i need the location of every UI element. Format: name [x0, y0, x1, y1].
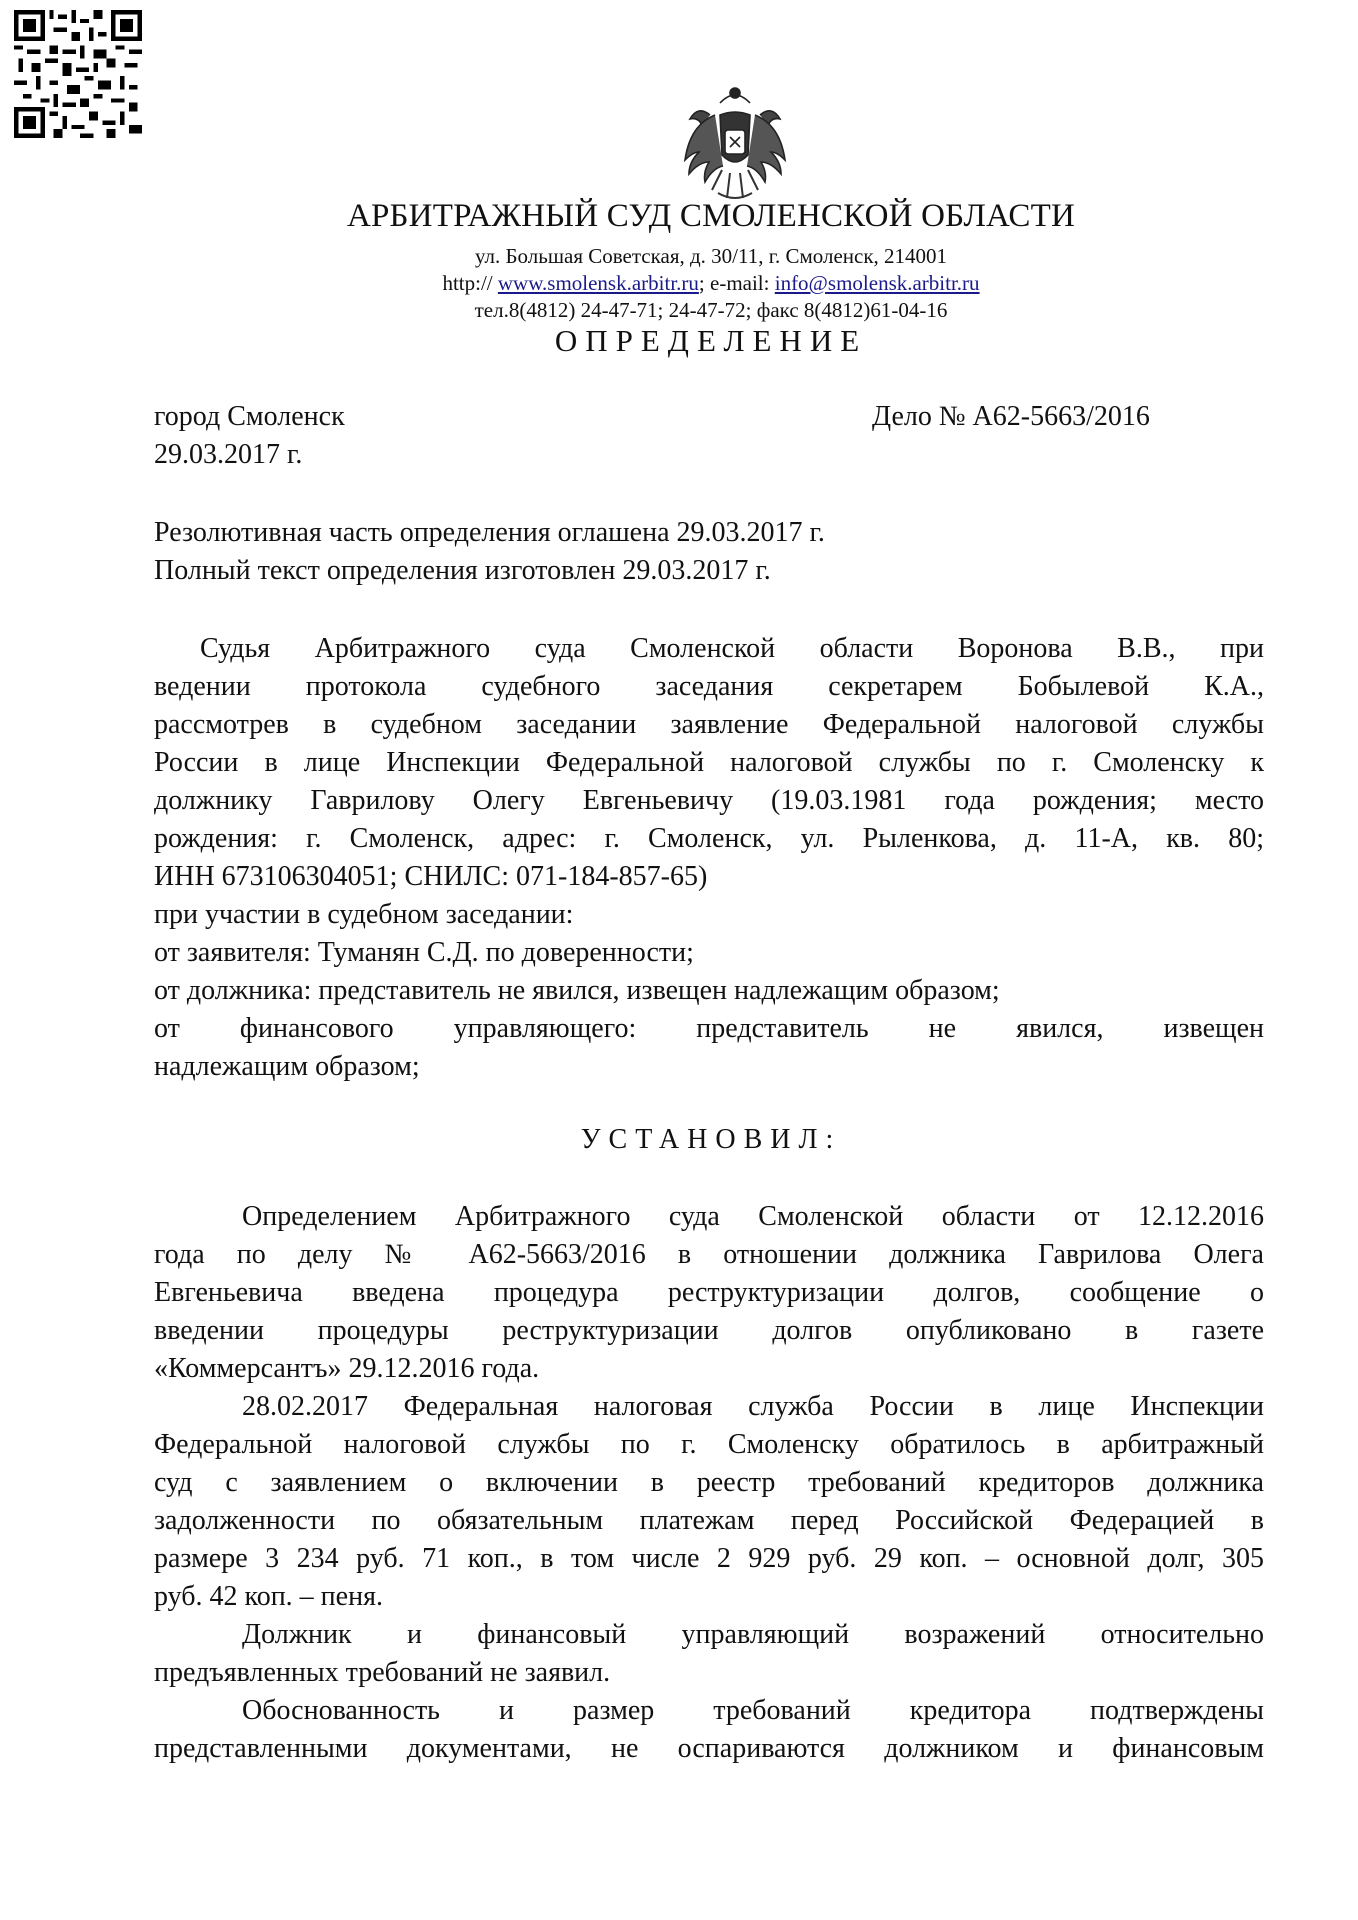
- text-line: Обоснованность и размер требований кредитора подтверждены: [242, 1695, 1264, 1726]
- debtor-line: от должника: представитель не явился, извещен надлежащим образом;: [154, 975, 1000, 1006]
- coat-of-arms-icon: [680, 85, 790, 213]
- text-line: Федеральной налоговой службы по г. Смоленску обратилось в арбитражный: [154, 1429, 1264, 1460]
- email-link[interactable]: info@smolensk.arbitr.ru: [774, 271, 980, 295]
- text-line: Судья Арбитражного суда Смоленской области Воронова В.В., при: [200, 633, 1264, 664]
- document-type: ОПРЕДЕЛЕНИЕ: [554, 323, 868, 358]
- web-prefix: http://: [442, 271, 493, 295]
- document-date: 29.03.2017 г.: [154, 439, 303, 470]
- full-text-date: Полный текст определения изготовлен 29.03.2017 г.: [154, 555, 771, 586]
- court-address: ул. Большая Советская, д. 30/11, г. Смоленск, 214001: [474, 244, 948, 268]
- text-line: России в лице Инспекции Федеральной налоговой службы по г. Смоленску к: [154, 747, 1264, 778]
- paragraph-validity: [154, 1692, 1264, 1768]
- paragraph-objections: [154, 1616, 1264, 1692]
- text-line: представленными документами, не оспариваются должником и финансовым: [154, 1733, 1264, 1764]
- qr-code: [14, 10, 142, 138]
- participation-line: при участии в судебном заседании:: [154, 899, 574, 930]
- paragraph-procedure: [154, 1198, 1264, 1388]
- text-line: суд с заявлением о включении в реестр требований кредиторов должника: [154, 1467, 1264, 1498]
- text-line: Определением Арбитражного суда Смоленской области от 12.12.2016: [242, 1201, 1264, 1232]
- text-line: задолженности по обязательным платежам перед Российской Федерацией в: [154, 1505, 1264, 1536]
- court-name: АРБИТРАЖНЫЙ СУД СМОЛЕНСКОЙ ОБЛАСТИ: [346, 198, 1076, 234]
- text-line: года по делу № А62-5663/2016 в отношении должника Гаврилова Олега: [154, 1239, 1264, 1270]
- website-link[interactable]: www.smolensk.arbitr.ru: [497, 271, 699, 295]
- paragraph-judge: [154, 630, 1264, 1086]
- resolutive-part-date: Резолютивная часть определения оглашена 29.03.2017 г.: [154, 517, 825, 548]
- text-line: предъявленных требований не заявил.: [154, 1657, 611, 1688]
- text-line: 28.02.2017 Федеральная налоговая служба России в лице Инспекции: [242, 1391, 1264, 1422]
- case-number: Дело № А62-5663/2016: [872, 401, 1150, 432]
- text-line: должнику Гаврилову Олегу Евгеньевичу (19.03.1981 года рождения; место: [154, 785, 1264, 816]
- email-prefix: ; e-mail:: [698, 271, 770, 295]
- text-line: руб. 42 коп. – пеня.: [154, 1581, 383, 1612]
- manager-line: надлежащим образом;: [154, 1051, 420, 1082]
- text-line: рождения: г. Смоленск, адрес: г. Смоленск, ул. Рыленкова, д. 11-А, кв. 80;: [154, 823, 1264, 854]
- text-line: «Коммерсантъ» 29.12.2016 года.: [154, 1353, 540, 1384]
- text-line: ведении протокола судебного заседания секретарем Бобылевой К.А.,: [154, 671, 1264, 702]
- text-line: Должник и финансовый управляющий возражений относительно: [242, 1619, 1264, 1650]
- text-line: рассмотрев в судебном заседании заявление Федеральной налоговой службы: [154, 709, 1264, 740]
- applicant-line: от заявителя: Туманян С.Д. по доверенности;: [154, 937, 694, 968]
- text-line: размере 3 234 руб. 71 коп., в том числе 2 929 руб. 29 коп. – основной долг, 305: [154, 1543, 1264, 1574]
- court-phones: тел.8(4812) 24-47-71; 24-47-72; факс 8(4812)61-04-16: [474, 298, 948, 322]
- text-line: Евгеньевича введена процедура реструктуризации долгов, сообщение о: [154, 1277, 1264, 1308]
- text-line: ИНН 673106304051; СНИЛС: 071-184-857-65): [154, 861, 708, 892]
- paragraph-claim: [154, 1388, 1264, 1616]
- established-heading: УСТАНОВИЛ:: [580, 1124, 842, 1155]
- city: город Смоленск: [154, 401, 345, 432]
- manager-line: от финансового управляющего: представитель не явился, извещен: [154, 1013, 1264, 1044]
- court-contacts: [0, 271, 1358, 296]
- text-line: введении процедуры реструктуризации долгов опубликовано в газете: [154, 1315, 1264, 1346]
